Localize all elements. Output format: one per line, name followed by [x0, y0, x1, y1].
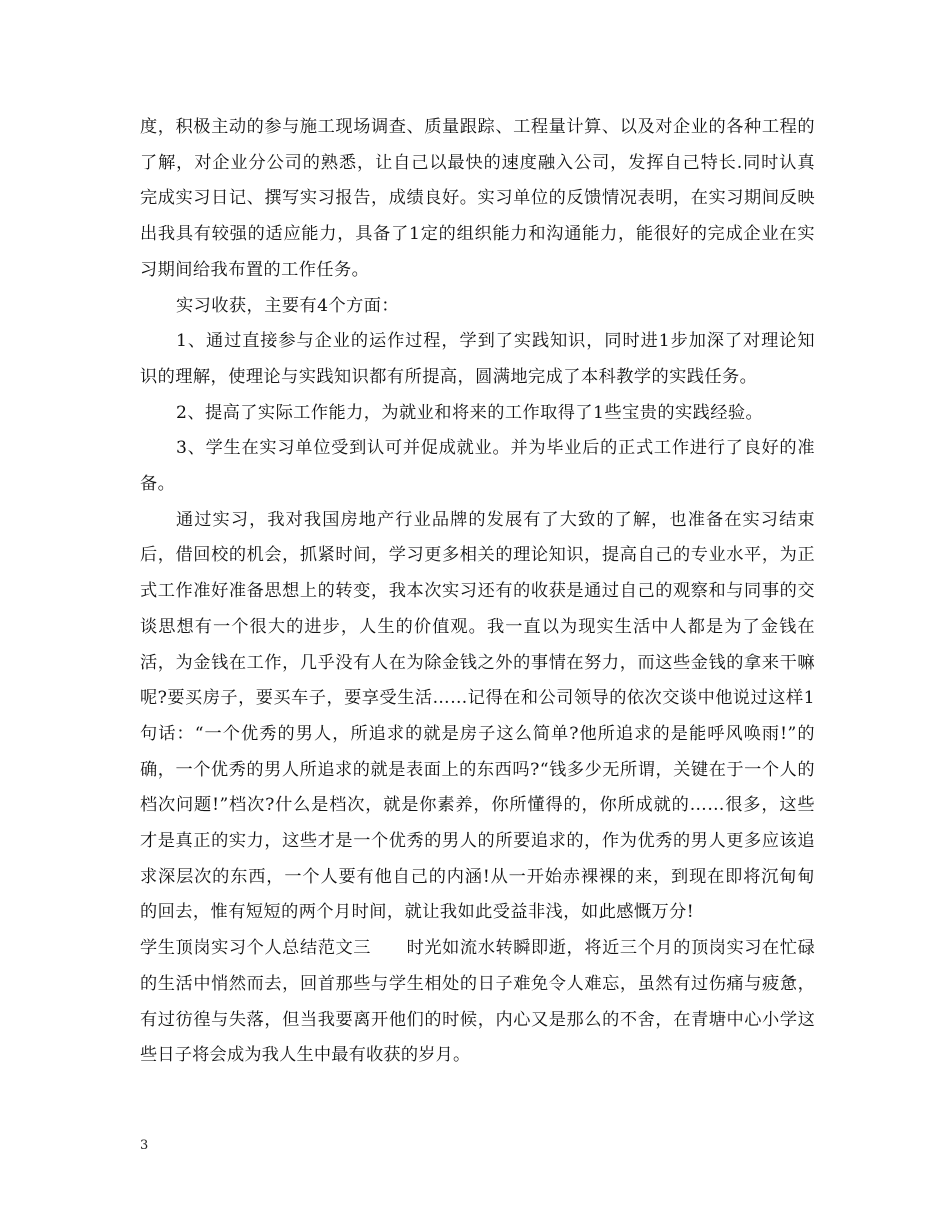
paragraph-sample-three: 学生顶岗实习个人总结范文三 时光如流水转瞬即逝，将近三个月的顶岗实习在忙碌的生活中悄然而去，回首那些与学生相处的日子难免令人难忘，虽然有过伤痛与疲惫，有过彷徨与失落，但当我要离开他们的时候，内心又是那么的不舍，在青塘中心小学这些日子将会成为我人生中最有收获的岁月。	[140, 938, 815, 1066]
paragraph-gains-intro: 实习收获，主要有4个方面：	[176, 295, 400, 316]
paragraph-reflection: 通过实习，我对我国房地产行业品牌的发展有了大致的了解，也准备在实习结束后，借回校的机会，抓紧时间，学习更多相关的理论知识，提高自己的专业水平，为正式工作准好准备思想上的转变，我本次实习还有的收获是通过自己的观察和与同事的交谈思想有一个很大的进步，人生的价值观。我一直以为现实生活中人都是为了金钱在活，为金钱在工作，几乎没有人在为除金钱之外的事情在努力，而这些金钱的拿来干嘛呢?要买房子，要买车子，要享受生活……记得在和公司领导的依次交谈中他说过这样1句话：“一个优秀的男人，所追求的就是房子这么简单?他所追求的是能呼风唤雨!”的确，一个优秀的男人所追求的就是表面上的东西吗?“钱多少无所谓，关键在于一个人的档次问题!”档次?什么是档次，就是你素养，你所懂得的，你所成就的……很多，这些才是真正的实力，这些才是一个优秀的男人的所要追求的，作为优秀的男人更多应该追求深层次的东西，一个人要有他自己的内涵!从一开始赤裸裸的来，到现在即将沉甸甸的回去，惟有短短的两个月时间，就让我如此受益非浅，如此感慨万分!	[140, 509, 815, 923]
paragraph-gain-1: 1、通过直接参与企业的运作过程，学到了实践知识，同时进1步加深了对理论知识的理解，使理论与实践知识都有所提高，圆满地完成了本科教学的实践任务。	[140, 331, 815, 387]
page-number: 3	[140, 1138, 149, 1153]
paragraph-gain-3: 3、学生在实习单位受到认可并促成就业。并为毕业后的正式工作进行了良好的准备。	[140, 438, 815, 495]
document-body	[140, 110, 815, 1074]
paragraph-gain-2: 2、提高了实际工作能力，为就业和将来的工作取得了1些宝贵的实践经验。	[176, 402, 764, 423]
paragraph-internship-performance: 度，积极主动的参与施工现场调查、质量跟踪、工程量计算、以及对企业的各种工程的了解，对企业分公司的熟悉，让自己以最快的速度融入公司，发挥自己特长.同时认真完成实习日记、撰写实习报告，成绩良好。实习单位的反馈情况表明，在实习期间反映出我具有较强的适应能力，具备了1定的组织能力和沟通能力，能很好的完成企业在实习期间给我布置的工作任务。	[140, 117, 815, 280]
